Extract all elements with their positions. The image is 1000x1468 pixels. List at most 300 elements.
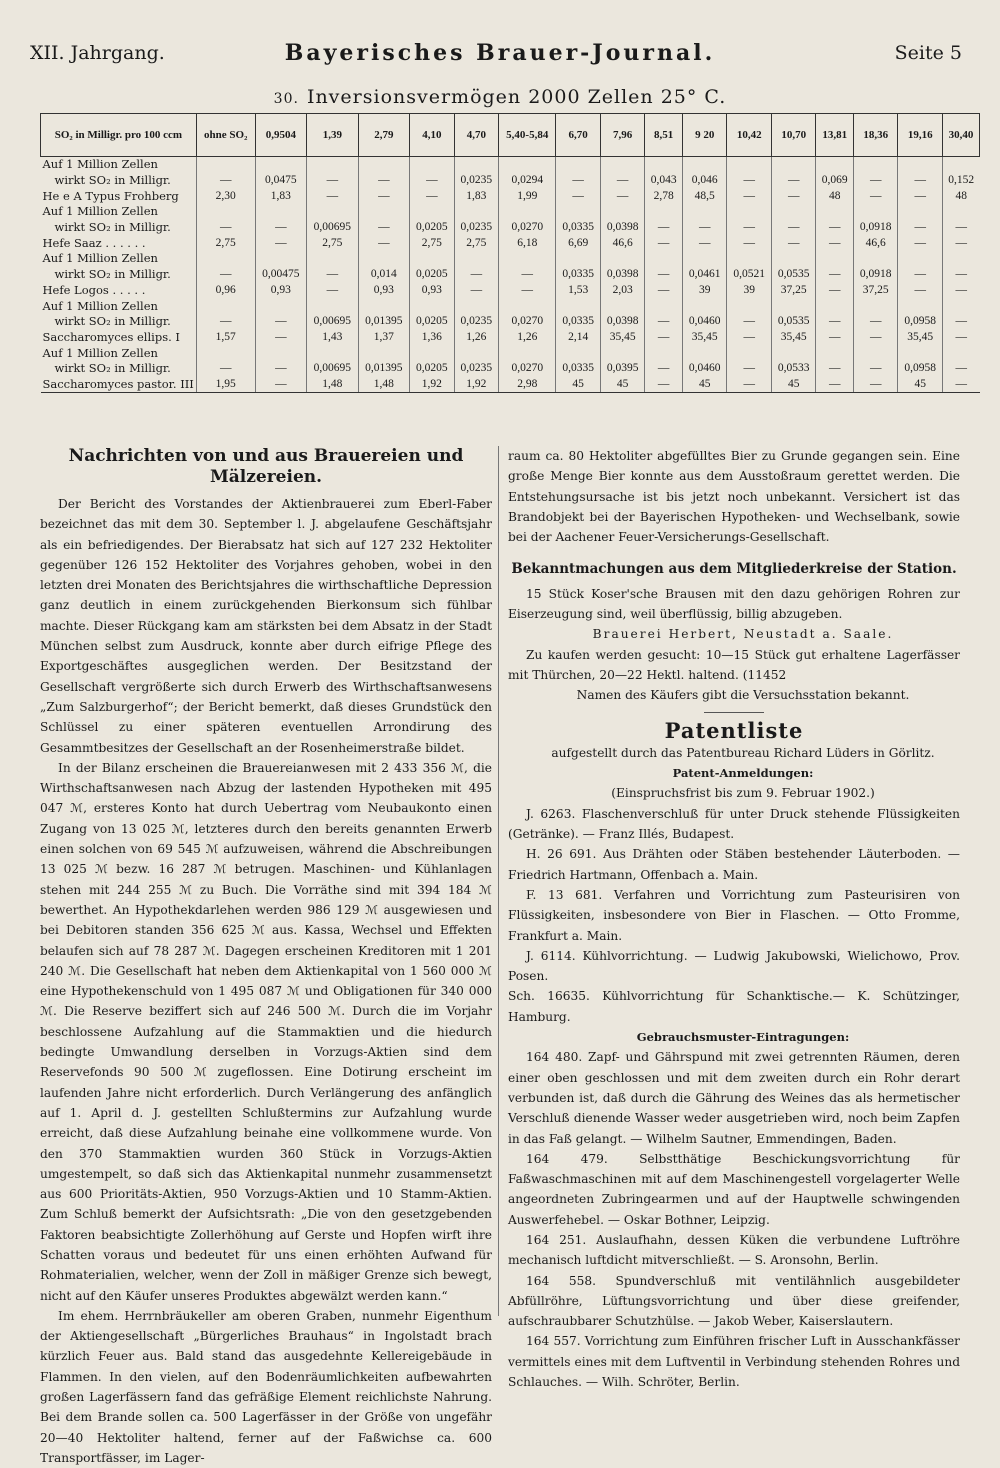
table-cell	[556, 204, 601, 220]
table-cell	[307, 345, 359, 361]
table-cell: 37,25	[853, 283, 898, 299]
table-cell	[499, 204, 556, 220]
table-cell: 1,26	[499, 330, 556, 346]
table-cell	[816, 204, 854, 220]
table-cell	[556, 251, 601, 267]
table-cell	[255, 298, 307, 314]
notice-buyer: Namen des Käufers gibt die Versuchsstation bekannt.	[576, 688, 910, 703]
patent-heading: Patentliste	[664, 717, 804, 743]
table-row	[41, 188, 980, 204]
table-cell	[645, 204, 683, 220]
table-cell: —	[771, 173, 816, 189]
table-cell	[727, 345, 772, 361]
table-cell	[358, 157, 410, 173]
table-cell: 0,152	[942, 173, 979, 189]
table-cell: 35,45	[600, 330, 645, 346]
table-cell: 0,93	[255, 283, 307, 299]
table-cell: —	[727, 173, 772, 189]
table-cell: —	[454, 283, 499, 299]
table-cell: 0,00695	[307, 361, 359, 377]
table-cell: —	[410, 173, 455, 189]
table-cell: —	[727, 220, 772, 236]
article-paragraph-2: In der Bilanz erscheinen die Brauereianwesen mit 2 433 356 ℳ, die Wirthschaftsanwesen nach Abzug der lastenden Hypotheken mit 495 047 ℳ, ersteres Konto hat durch Uebertrag vom Neubaukonto einen Zugang von 13 025 ℳ, letzteres durch den bereits genannten Erwerb einen solchen von 69 545 ℳ aufzuweisen, während die Abschreibungen 13 025 ℳ bezw. 16 287 ℳ betrugen. Maschinen- und Kühlanlagen stehen mit 244 255 ℳ zu Buch. Die Vorräthe sind mit 394 184 ℳ bewerthet. An Hypothekdarlehen werden 986 129 ℳ ausgewiesen und bei Debitoren standen 356 625 ℳ aus. Kassa, Wechsel und Effekten belaufen sich auf 78 287 ℳ. Dagegen erscheinen Kreditoren mit 1 201 240 ℳ. Die Gesellschaft hat neben dem Aktienkapital von 1 560 000 ℳ eine Hypothekenschuld von 1 495 087 ℳ und Obligationen für 340 000 ℳ. Die Reserve beziffert sich auf 246 500 ℳ. Durch die im Vorjahr beschlossene Aufzahlung auf die Stammaktien und die hiedurch bedingte Umwandlung derselben in Vorzugs-Aktien sind dem Reservefonds 90 500 ℳ zugeflossen. Eine Dotirung erscheint im laufenden Jahre nicht erforderlich. Durch Verlängerung des anfänglich auf 1. April d. J. gestellten Schlußtermins zur Aufzahlung wurde erreicht, daß diese Aufzahlung beinahe eine vollkommene wurde. Von den 370 Stammaktien wurden 360 Stück in Vorzugs-Aktien umgestempelt, so daß sich das Aktienkapital nunmehr zusammensetzt aus 600 Prioritäts-Aktien, 950 Vorzugs-Aktien und 10 Stamm-Aktien. Zum Schluß bemerkt der Aufsichtsrath: „Die von den gesetzgebenden Faktoren beabsichtigte Zollerhöhung auf Gerste und Hopfen wirft ihre Schatten voraus und bedeutet für uns einen erhöhten Aufwand für Rohmaterialien, welcher, wenn der Zoll in mäßiger Grenze sich bewegt, nicht auf den Käufer unseres Produktes abgewälzt werden kann.“	[40, 760, 492, 1303]
table-cell: 0,0205	[410, 361, 455, 377]
table-cell: —	[645, 314, 683, 330]
row-label: Auf 1 Million Zellen	[42, 251, 158, 266]
table-cell: —	[645, 220, 683, 236]
table-row	[41, 220, 980, 236]
column-header: 10,42	[727, 114, 772, 157]
table-cell: —	[942, 267, 979, 283]
notice-braus: 15 Stück Koser'sche Brausen mit den dazu gehörigen Rohren zur Eiserzeugung sind, weil überflüssig, billig abzugeben.	[508, 586, 960, 622]
article-continuation: raum ca. 80 Hektoliter abgefülltes Bier zu Grunde gegangen sein. Eine große Menge Bier konnte aus dem Ausstoßraum gerettet werden. Die Entstehungsursache ist bis jetzt noch unbekannt. Versichert ist das Brandobjekt bei der Bayerischen Hypotheken- und Wechselbank, sowie bei der Aachener Feuer-Versicherungs-Gesellschaft.	[508, 449, 960, 545]
table-cell: 1,43	[307, 330, 359, 346]
table-cell	[771, 251, 816, 267]
table-cell: 2,78	[645, 188, 683, 204]
table-cell: 48,5	[682, 188, 727, 204]
table-cell: 2,03	[600, 283, 645, 299]
table-cell	[454, 251, 499, 267]
row-label: Auf 1 Million Zellen	[42, 204, 158, 219]
table-cell: 2,75	[196, 235, 255, 251]
table-cell	[898, 251, 943, 267]
table-cell	[942, 298, 979, 314]
table-cell	[196, 204, 255, 220]
table-cell: 0,0235	[454, 220, 499, 236]
table-cell	[499, 298, 556, 314]
column-header: 5,40-5,84	[499, 114, 556, 157]
patent-entry: J. 6263. Flaschenverschluß für unter Druck stehende Flüssigkeiten (Getränke). — Franz Illés, Budapest.	[508, 806, 960, 842]
table-cell	[771, 345, 816, 361]
table-cell	[196, 345, 255, 361]
separator-rule	[704, 712, 764, 713]
table-cell: 0,93	[410, 283, 455, 299]
column-header: 8,51	[645, 114, 683, 157]
table-cell: —	[816, 267, 854, 283]
table-cell: —	[358, 235, 410, 251]
table-cell	[556, 345, 601, 361]
patent-entry: Sch. 16635. Kühlvorrichtung für Schanktische.— K. Schützinger, Hamburg.	[508, 989, 960, 1024]
table-title	[0, 86, 1000, 108]
table-cell	[853, 251, 898, 267]
table-cell: —	[727, 361, 772, 377]
table-cell	[454, 157, 499, 173]
table-cell	[255, 204, 307, 220]
table-cell: —	[727, 314, 772, 330]
table-cell	[499, 345, 556, 361]
table-cell: 0,0270	[499, 314, 556, 330]
column-header: 6,70	[556, 114, 601, 157]
table-cell: 37,25	[771, 283, 816, 299]
table-cell: 0,0398	[600, 314, 645, 330]
table-cell	[358, 204, 410, 220]
table-cell: —	[853, 188, 898, 204]
table-cell: 0,0398	[600, 220, 645, 236]
table-cell	[410, 345, 455, 361]
row-label: Auf 1 Million Zellen	[42, 157, 158, 172]
table-row	[41, 173, 980, 189]
table-cell: 45	[898, 377, 943, 393]
patent-entry: H. 26 691. Aus Drähten oder Stäben bestehender Läuterboden. — Friedrich Hartmann, Offenbach a. Main.	[508, 847, 960, 882]
table-cell: —	[600, 188, 645, 204]
column-header: 10,70	[771, 114, 816, 157]
table-cell: 48	[942, 188, 979, 204]
table-row	[41, 314, 980, 330]
table-cell: —	[942, 330, 979, 346]
table-cell: 0,069	[816, 173, 854, 189]
table-cell: 0,0235	[454, 173, 499, 189]
patent-entry: F. 13 681. Verfahren und Vorrichtung zum Pasteurisiren von Flüssigkeiten, insbesondere von Bier in Flaschen. — Otto Fromme, Frankfurt a. Main.	[508, 887, 960, 943]
table-cell	[682, 157, 727, 173]
table-cell: —	[727, 377, 772, 393]
column-divider	[498, 446, 499, 1316]
table-cell	[727, 251, 772, 267]
table-cell: —	[898, 220, 943, 236]
table-cell: —	[816, 314, 854, 330]
table-cell: 0,0235	[454, 314, 499, 330]
table-cell: —	[196, 173, 255, 189]
table-cell	[816, 345, 854, 361]
table-cell: —	[499, 283, 556, 299]
table-cell: —	[196, 361, 255, 377]
table-cell: —	[942, 235, 979, 251]
table-cell	[898, 157, 943, 173]
table-cell: 35,45	[898, 330, 943, 346]
table-cell: 45	[682, 377, 727, 393]
utility-model-entry: 164 558. Spundverschluß mit ventilähnlich ausgebildeter Abfüllröhre, Lüftungsvorrichtung und über diese greifender, aufschraubbarer Schutzhülse. — Jakob Weber, Kaiserslautern.	[508, 1273, 960, 1329]
table-cell	[816, 298, 854, 314]
table-cell: —	[307, 283, 359, 299]
table-title-text: Inversionsvermögen 2000 Zellen 25° C.	[306, 86, 727, 108]
table-cell	[898, 345, 943, 361]
row-label: wirkt SO₂ in Milligr.	[54, 361, 171, 376]
table-cell: —	[853, 361, 898, 377]
table-cell: —	[727, 235, 772, 251]
table-cell: —	[771, 188, 816, 204]
table-cell: 0,0205	[410, 314, 455, 330]
table-cell	[771, 298, 816, 314]
table-cell: —	[645, 377, 683, 393]
patent-bureau: aufgestellt durch das Patentbureau Richard Lüders in Görlitz.	[551, 745, 935, 760]
table-cell: 0,0521	[727, 267, 772, 283]
table-cell: 0,046	[682, 173, 727, 189]
column-header: 2,79	[358, 114, 410, 157]
table-cell	[255, 157, 307, 173]
table-cell: 0,0535	[771, 267, 816, 283]
table-cell: —	[771, 220, 816, 236]
table-cell	[942, 157, 979, 173]
table-cell: —	[727, 330, 772, 346]
table-cell	[454, 298, 499, 314]
table-cell: 1,83	[255, 188, 307, 204]
table-cell: —	[358, 188, 410, 204]
table-cell	[454, 204, 499, 220]
table-cell	[898, 204, 943, 220]
table-cell: 1,53	[556, 283, 601, 299]
table-cell: 0,0535	[771, 314, 816, 330]
table-cell: —	[645, 267, 683, 283]
table-cell	[196, 157, 255, 173]
column-header: 4,70	[454, 114, 499, 157]
table-cell	[600, 345, 645, 361]
table-cell	[499, 251, 556, 267]
table-cell: 0,0335	[556, 314, 601, 330]
table-cell: —	[255, 361, 307, 377]
column-header: 0,9504	[255, 114, 307, 157]
table-cell: —	[942, 283, 979, 299]
table-cell	[499, 157, 556, 173]
journal-title: Bayerisches Brauer-Journal.	[284, 40, 716, 66]
table-cell: —	[942, 377, 979, 393]
table-row	[41, 330, 980, 346]
table-cell: 0,0460	[682, 314, 727, 330]
article-paragraph-3: Im ehem. Herrnbräukeller am oberen Graben, nunmehr Eigenthum der Aktiengesellschaft „Bürgerliches Brauhaus“ in Ingolstadt brach kürzlich Feuer aus. Bald stand das ausgedehnte Kellereigebäude in Flammen. In den vielen, auf den Bodenräumlichkeiten aufbewahrten großen Lagerfässern fand das gefräßige Element reichlichste Nahrung. Bei dem Brande sollen ca. 500 Lagerfässer in der Größe von ungefähr 20—40 Hektoliter haltend, ferner auf der Faßwichse ca. 600 Transportfässer, im Lager-	[40, 1308, 492, 1465]
column-header: ohne SO₂	[196, 114, 255, 157]
table-cell: 2,75	[410, 235, 455, 251]
table-cell: 45	[600, 377, 645, 393]
table-cell	[410, 157, 455, 173]
table-cell: 0,0958	[898, 361, 943, 377]
table-cell	[727, 204, 772, 220]
table-cell: —	[898, 188, 943, 204]
utility-model-entry: 164 480. Zapf- und Gährspund mit zwei getrennten Räumen, deren einer oben geschlossen und mit dem zweiten durch ein Rohr derart verbunden ist, daß durch die Gährung des Weines das als hermetischer Verschluß dienende Wasser weder ausgetrieben wird, noch beim Zapfen in das Faß gelangt. — Wilhelm Sautner, Emmendingen, Baden.	[508, 1050, 960, 1146]
table-cell: —	[410, 188, 455, 204]
table-cell: —	[816, 361, 854, 377]
row-label: Saccharomyces ellips. I	[42, 329, 180, 344]
table-cell: —	[454, 267, 499, 283]
table-cell	[600, 298, 645, 314]
table-cell: —	[556, 188, 601, 204]
table-cell: 0,0235	[454, 361, 499, 377]
table-cell: 0,00475	[255, 267, 307, 283]
table-cell: 1,92	[454, 377, 499, 393]
table-cell: 2,98	[499, 377, 556, 393]
table-cell	[600, 157, 645, 173]
table-cell: —	[255, 314, 307, 330]
table-cell: 0,043	[645, 173, 683, 189]
table-cell: 0,0958	[898, 314, 943, 330]
table-cell	[682, 298, 727, 314]
table-cell: 46,6	[600, 235, 645, 251]
row-label: wirkt SO₂ in Milligr.	[54, 220, 171, 235]
row-label: wirkt SO₂ in Milligr.	[54, 267, 171, 282]
objection-deadline: (Einspruchsfrist bis zum 9. Februar 1902.)	[611, 786, 875, 801]
table-cell: 0,00695	[307, 220, 359, 236]
table-cell: —	[898, 235, 943, 251]
utility-model-entry: 164 557. Vorrichtung zum Einführen frischer Luft in Ausschankfässer vermittels eines mit dem Luftventil in Verbindung stehenden Rohres und Schlauches. — Wilh. Schröter, Berlin.	[508, 1334, 960, 1390]
column-header: 9 20	[682, 114, 727, 157]
table-cell: 1,37	[358, 330, 410, 346]
table-cell	[645, 251, 683, 267]
table-cell: 0,0460	[682, 361, 727, 377]
table-row	[41, 235, 980, 251]
table-cell: 0,0461	[682, 267, 727, 283]
table-cell	[942, 345, 979, 361]
utility-model-entry: 164 251. Auslaufhahn, dessen Küken die verbundene Luftröhre mechanisch luftdicht mitverschließt. — S. Aronsohn, Berlin.	[508, 1232, 960, 1268]
table-cell	[307, 157, 359, 173]
table-cell	[771, 204, 816, 220]
table-cell: 1,92	[410, 377, 455, 393]
table-cell: 0,0270	[499, 361, 556, 377]
table-cell: 0,0205	[410, 220, 455, 236]
column-header: 30,40	[942, 114, 979, 157]
table-cell: —	[853, 377, 898, 393]
table-cell: —	[853, 330, 898, 346]
table-cell: 6,18	[499, 235, 556, 251]
table-cell: —	[682, 220, 727, 236]
table-cell: 0,96	[196, 283, 255, 299]
table-row	[41, 345, 980, 361]
table-cell: —	[255, 220, 307, 236]
notice-signature: Brauerei Herbert, Neustadt a. Saale.	[592, 627, 894, 642]
table-cell: 1,95	[196, 377, 255, 393]
table-cell: 39	[682, 283, 727, 299]
table-body	[41, 157, 980, 393]
utility-models-heading: Gebrauchsmuster-Eintragungen:	[636, 1030, 850, 1045]
table-cell: —	[358, 220, 410, 236]
table-cell: —	[942, 361, 979, 377]
table-cell	[727, 157, 772, 173]
table-cell: 0,0270	[499, 220, 556, 236]
table-cell	[853, 345, 898, 361]
table-cell: —	[816, 283, 854, 299]
table-cell: 35,45	[682, 330, 727, 346]
table-cell	[645, 345, 683, 361]
table-cell: 45	[771, 377, 816, 393]
table-cell: 0,93	[358, 283, 410, 299]
table-cell	[682, 345, 727, 361]
table-number: 30.	[273, 91, 299, 107]
table-cell: —	[942, 220, 979, 236]
table-cell: 1,48	[358, 377, 410, 393]
table-cell: —	[816, 235, 854, 251]
table-cell: —	[196, 267, 255, 283]
table-cell	[727, 298, 772, 314]
table-cell: —	[682, 235, 727, 251]
table-cell: —	[942, 314, 979, 330]
table-cell	[682, 251, 727, 267]
table-cell: 6,69	[556, 235, 601, 251]
table-cell	[358, 251, 410, 267]
table-cell: 0,014	[358, 267, 410, 283]
table-cell: 0,0205	[410, 267, 455, 283]
right-column	[508, 446, 960, 1392]
left-column	[40, 446, 492, 1468]
patent-applications-heading: Patent-Anmeldungen:	[672, 766, 814, 781]
table-cell: 0,0533	[771, 361, 816, 377]
table-cell: —	[645, 361, 683, 377]
table-cell	[645, 298, 683, 314]
table-cell	[816, 251, 854, 267]
table-cell: 1,57	[196, 330, 255, 346]
table-cell: —	[898, 173, 943, 189]
table-row	[41, 361, 980, 377]
table-cell: —	[771, 235, 816, 251]
table-cell: —	[600, 173, 645, 189]
table-cell	[307, 298, 359, 314]
table-cell: 1,48	[307, 377, 359, 393]
table-cell: 0,0918	[853, 267, 898, 283]
column-header: 19,16	[898, 114, 943, 157]
table-cell: —	[816, 377, 854, 393]
utility-model-entry: 164 479. Selbstthätige Beschickungsvorrichtung für Faßwaschmaschinen mit auf dem Maschinengestell vorgelagerter Welle angeordneten Zubringearmen und auf der Hauptwelle schwingenden Auswerfehebel. — Oskar Bothner, Leipzig.	[508, 1151, 960, 1227]
table-cell: —	[898, 283, 943, 299]
table-cell: 1,26	[454, 330, 499, 346]
table-cell: 0,0475	[255, 173, 307, 189]
table-cell: 0,0335	[556, 361, 601, 377]
table-row	[41, 157, 980, 173]
notices-heading: Bekanntmachungen aus dem Mitgliederkreise der Station.	[511, 561, 957, 578]
patent-entry: J. 6114. Kühlvorrichtung. — Ludwig Jakubowski, Wielichowo, Prov. Posen.	[508, 948, 960, 984]
table-corner-header: SO₂ in Milligr. pro 100 ccm	[41, 114, 197, 157]
column-header: 13,81	[816, 114, 854, 157]
table-cell: —	[816, 330, 854, 346]
table-cell: 0,00695	[307, 314, 359, 330]
table-cell	[600, 251, 645, 267]
table-cell	[307, 204, 359, 220]
table-cell: 48	[816, 188, 854, 204]
table-cell: 0,01395	[358, 314, 410, 330]
table-cell	[682, 204, 727, 220]
row-label: Auf 1 Million Zellen	[42, 298, 158, 313]
table-cell: —	[499, 267, 556, 283]
table-cell: —	[255, 235, 307, 251]
table-cell: —	[853, 173, 898, 189]
row-label: Hefe Logos . . . . .	[42, 282, 146, 297]
table-row	[41, 267, 980, 283]
table-cell: —	[196, 220, 255, 236]
page-header	[30, 40, 970, 70]
table-cell: —	[307, 173, 359, 189]
table-cell: 39	[727, 283, 772, 299]
table-cell: —	[645, 283, 683, 299]
table-cell	[307, 251, 359, 267]
table-cell	[942, 251, 979, 267]
table-cell	[771, 157, 816, 173]
table-cell: —	[556, 173, 601, 189]
table-cell	[853, 204, 898, 220]
table-cell: 1,36	[410, 330, 455, 346]
row-label: Hefe Saaz . . . . . .	[42, 235, 146, 250]
table-cell	[645, 157, 683, 173]
table-cell	[255, 251, 307, 267]
table-cell	[410, 204, 455, 220]
table-cell: 2,75	[454, 235, 499, 251]
table-cell	[853, 298, 898, 314]
table-cell	[196, 251, 255, 267]
table-cell	[196, 298, 255, 314]
table-cell	[358, 345, 410, 361]
table-cell: 2,14	[556, 330, 601, 346]
table-cell: 0,01395	[358, 361, 410, 377]
table-cell: —	[816, 220, 854, 236]
table-cell: 0,0918	[853, 220, 898, 236]
table-row	[41, 204, 980, 220]
table-cell: —	[196, 314, 255, 330]
table-cell: 0,0335	[556, 220, 601, 236]
table-cell	[410, 298, 455, 314]
table-row	[41, 251, 980, 267]
table-cell: 35,45	[771, 330, 816, 346]
table-cell: 1,83	[454, 188, 499, 204]
table-cell: 46,6	[853, 235, 898, 251]
volume-label: XII. Jahrgang.	[30, 42, 165, 64]
table-cell	[853, 157, 898, 173]
table-header-row	[41, 114, 980, 157]
table-cell: —	[307, 267, 359, 283]
table-cell	[942, 204, 979, 220]
table-cell: 0,0335	[556, 267, 601, 283]
